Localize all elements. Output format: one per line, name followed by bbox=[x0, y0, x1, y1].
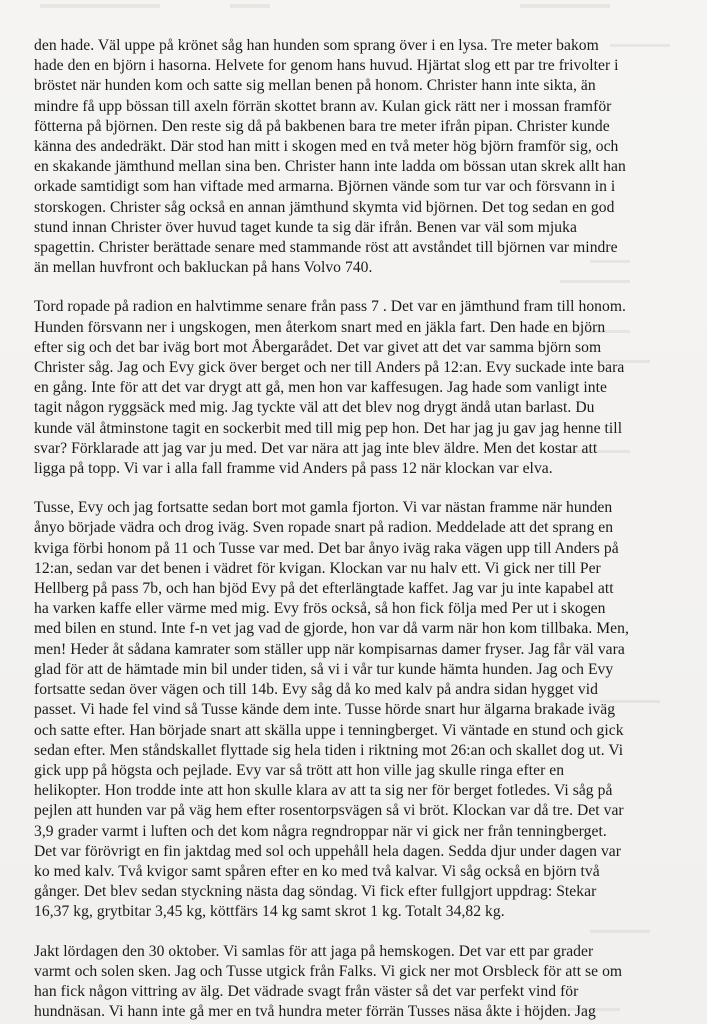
paragraph bbox=[34, 498, 674, 922]
text-line: ligga på topp. Vi var i alla fall framme vid Anders på pass 12 när klockan var elva. bbox=[34, 460, 553, 478]
text-line: varmt och solen sken. Jag och Tusse utgick från Falks. Vi gick ner mot Orsbleck för att se om bbox=[34, 962, 623, 980]
text-line: fortsatte sedan över vägen och till 14b. Evy såg då ko med kalv på andra sidan hygget vid bbox=[34, 681, 598, 699]
text-line: ånyo började vädra och drog iväg. Sven ropade snart på radion. Meddelade att det sprang en bbox=[34, 519, 614, 537]
text-line: ha varken kaffe eller värme med mig. Evy frös också, så hon fick följa med Per ut i skogen bbox=[34, 600, 606, 618]
text-line: 12:an, sedan var det benen i vädret för kvigan. Klockan var nu halv ett. Vi gick ner till Per bbox=[34, 559, 601, 577]
text-line: spagettin. Christer berättade senare med stammande röst att avståndet till björnen var mindre bbox=[34, 239, 618, 257]
text-line: den hade. Väl uppe på krönet såg han hunden som sprang över i en lysa. Tre meter bakom bbox=[34, 37, 599, 54]
text-line: 16,37 kg, grytbitar 3,45 kg, köttfärs 14 kg samt skrot 1 kg. Totalt 34,82 kg. bbox=[34, 903, 505, 921]
text-line: hundnäsan. Vi hann inte gå mer en två hundra meter förrän Tusses näsa åkte i höjden. Jag bbox=[34, 1003, 596, 1021]
text-line: 3,9 grader varmt i luften och det kom några regndroppar när vi gick ner från tenningberget. bbox=[34, 822, 607, 840]
paragraph bbox=[34, 297, 674, 479]
text-line: Det var förövrigt en fin jaktdag med sol och uppehåll hela dagen. Sedda djur under dagen var bbox=[34, 842, 622, 860]
text-line: med bilen en stund. Inte f-n vet jag vad de gjorde, hon var då varm när hon kom tillbaka. Men, bbox=[34, 620, 629, 638]
text-line: gånger. Det blev sedan styckning nästa dag söndag. Vi fick efter fullgjort uppdrag: Stekar bbox=[34, 883, 597, 901]
text-line: hade den en björn i hasorna. Helvete for genom hans huvud. Hjärtat slog ett par tre frivolter i bbox=[34, 57, 619, 75]
text-line: Jakt lördagen den 30 oktober. Vi samlas för att jaga på hemskogen. Det var ett par grader bbox=[34, 942, 594, 960]
text-line: glad för att de hämtade min bil under tiden, så vi i vår tur kunde hämta hunden. Jag och Evy bbox=[34, 660, 614, 678]
text-line: än mellan huvfront och bakluckan på hans Volvo 740. bbox=[34, 259, 373, 277]
paragraph bbox=[34, 942, 674, 1023]
paragraph-gap bbox=[34, 278, 674, 297]
text-line: svar? Förklarade att jag var ju med. Det var nära att jag inte blev äldre. Men det kostar att bbox=[34, 439, 598, 457]
text-line: passet. Vi hade fel vind så Tusse kände dem inte. Tusse hörde snart hur älgarna brakade iväg bbox=[34, 701, 616, 719]
text-line: en gång. Inte för att det var drygt att gå, men hon var kaffesugen. Jag hade som vanligt inte bbox=[34, 379, 607, 397]
text-line: Christer såg. Jag och Evy gick över berget och ner till Anders på 12:an. Evy suckade inte bara bbox=[34, 359, 625, 377]
text-line: bröstet när hunden kom och satte sig mellan benen på honom. Christer hann inte sikta, än bbox=[34, 77, 596, 95]
text-line: orkade samtidigt som han viftade med armarna. Björnen vände som tur var och försvann in i bbox=[34, 178, 616, 196]
text-line: sedan efter. Men ståndskallet flyttade sig hela tiden i riktning mot 26:an och skallet dog ut. Vi bbox=[34, 741, 624, 759]
document-body bbox=[34, 36, 674, 1022]
text-line: men! Heder åt sådana kamrater som ställer upp när kompisarnas damer fryser. Jag får väl vara bbox=[34, 640, 625, 658]
text-line: pejlen att hunden var på väg hem efter rosentorpsvägen så vi bröt. Klockan var då tre. Det var bbox=[34, 802, 624, 820]
text-line: stund innan Christer över huvud taget kunde ta sig där ifrån. Benen var väl som mjuka bbox=[34, 218, 577, 236]
text-line: helikopter. Hon trodde inte att hon skulle klara av att ta sig ner för berget fotledes. Vi såg på bbox=[34, 782, 613, 800]
text-line: mindre få upp bössan till axeln förrän skottet brann av. Kulan gick rätt ner i mossan framför bbox=[34, 97, 612, 115]
text-line: efter sig och det bar iväg bort mot Åbergarådet. Det var givet att det var samma björn som bbox=[34, 338, 602, 356]
text-line: Hunden försvann ner i ungskogen, men återkom snart med en jäkla fart. Den hade en björn bbox=[34, 318, 606, 336]
text-line: kunde väl åtminstone tagit en sockerbit med till mig pep hon. Det har jag ju gav jag henne till bbox=[34, 419, 623, 437]
paragraph bbox=[34, 36, 674, 278]
text-line: ko med kalv. Två kvigor samt spåren efter en ko med två kalvar. Vi såg också en björn två bbox=[34, 862, 600, 880]
text-line: gick upp på högsta och pejlade. Evy var så trött att hon ville jag skulle ringa efter en bbox=[34, 761, 565, 779]
paragraph-gap bbox=[34, 923, 674, 942]
paragraph-gap bbox=[34, 479, 674, 498]
text-line: fötterna på björnen. Den reste sig då på bakbenen bara tre meter ifrån pipan. Christer kunde bbox=[34, 117, 610, 135]
text-line: Tord ropade på radion en halvtimme senare från pass 7 . Det var en jämthund fram till honom. bbox=[34, 298, 626, 316]
text-line: storskogen. Christer såg också en annan jämthund skymta vid björnen. Det tog sedan en god bbox=[34, 198, 615, 216]
text-line: han fick någon vittring av älg. Det vädrade svagt från väster så det var perfekt vind för bbox=[34, 982, 579, 1000]
text-line: kviga förbi honom på 11 och Tusse var med. Det bar ånyo iväg raka vägen upp till Anders på bbox=[34, 539, 619, 557]
text-line: känna des andedräkt. Där stod han mitt i skogen med en två meter hög björn framför sig, och bbox=[34, 138, 619, 156]
text-line: tagit någon ryggsäck med mig. Jag tyckte väl att det blev nog drygt ändå utan barlast. Du bbox=[34, 399, 595, 417]
text-line: och satte efter. Han började snart att skälla uppe i tenningberget. Vi väntade en stund och gick bbox=[34, 721, 624, 739]
text-line: Hellberg på pass 7b, och han bjöd Evy på det efterlängtade kaffet. Jag var ju inte kapabel att bbox=[34, 580, 614, 598]
text-line: en skakande jämthund mellan sina ben. Christer hann inte ladda om bössan utan skrek allt han bbox=[34, 158, 626, 176]
text-line: Tusse, Evy och jag fortsatte sedan bort mot gamla fjorton. Vi var nästan framme när hunden bbox=[34, 499, 613, 517]
